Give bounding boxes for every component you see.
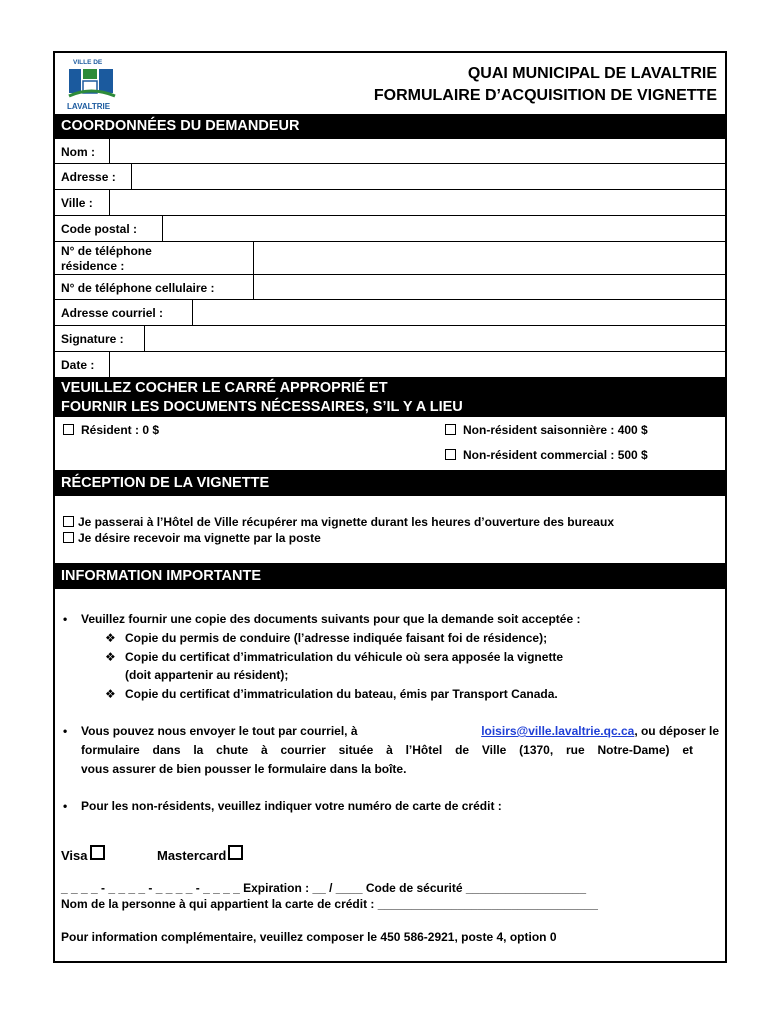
option-non-resident-seasonal[interactable]: Non-résident saisonnière : 400 $ <box>445 423 648 437</box>
info-bullet-2-line-3: vous assurer de bien pousser le formulaire dans la boîte. <box>81 762 407 776</box>
input-tel-residence[interactable] <box>254 242 725 274</box>
input-date[interactable] <box>110 352 725 377</box>
page-title <box>374 63 717 107</box>
info-bullet-2-line-1: Vous pouvez nous envoyer le tout par courriel, à loisirs@ville.lavaltrie.qc.ca, ou déposer le <box>81 724 719 738</box>
section-applicant-header: COORDONNÉES DU DEMANDEUR <box>55 114 725 139</box>
option-non-resident-commercial[interactable]: Non-résident commercial : 500 $ <box>445 448 648 462</box>
row-signature <box>55 326 725 352</box>
row-tel-cellulaire <box>55 275 725 300</box>
info-bullet-1: • Veuillez fournir une copie des documents suivants pour que la demande soit acceptée : <box>63 612 581 626</box>
row-nom <box>55 139 725 164</box>
label-courriel: Adresse courriel : <box>61 306 164 320</box>
label-nom: Nom : <box>61 145 95 159</box>
label-adresse: Adresse : <box>61 170 116 184</box>
label-tel-residence-1: N° de téléphone <box>61 244 152 258</box>
info-sub-2: ❖ Copie du certificat d’immatriculation du véhicule où sera apposée la vignette <box>105 650 564 664</box>
option-pickup[interactable]: Je passerai à l’Hôtel de Ville récupérer ma vignette durant les heures d’ouverture des bureaux <box>63 515 614 529</box>
option-mail[interactable]: Je désire recevoir ma vignette par la poste <box>63 531 321 545</box>
input-tel-cellulaire[interactable] <box>254 275 725 299</box>
info-bullet-2-line-2: formulaire dans la chute à courrier située à l’Hôtel de Ville (1370, rue Notre-Dame) et <box>81 743 693 757</box>
label-date: Date : <box>61 358 95 372</box>
label-code-postal: Code postal : <box>61 222 138 236</box>
logo-bottom-text: LAVALTRIE <box>67 102 111 111</box>
checkbox-mail[interactable] <box>63 532 74 543</box>
row-tel-residence <box>55 242 725 275</box>
input-nom[interactable] <box>110 139 725 163</box>
section-check-header: VEUILLEZ COCHER LE CARRÉ APPROPRIÉ ET FOURNIR LES DOCUMENTS NÉCESSAIRES, S’IL Y A LIEU <box>55 377 725 417</box>
option-mastercard[interactable]: Mastercard <box>157 845 243 863</box>
row-ville <box>55 190 725 216</box>
row-adresse <box>55 164 725 190</box>
city-logo <box>65 56 123 112</box>
checkbox-visa[interactable] <box>90 845 105 860</box>
row-courriel <box>55 300 725 326</box>
checkbox-pickup[interactable] <box>63 516 74 527</box>
logo-top-text: VILLE DE <box>73 59 103 66</box>
title-line-1: QUAI MUNICIPAL DE LAVALTRIE <box>467 65 717 82</box>
label-signature: Signature : <box>61 332 124 346</box>
card-number-line[interactable]: _ _ _ _ - _ _ _ _ - _ _ _ _ - _ _ _ _ Expiration : __ / ____ Code de sécurité __________________ <box>61 881 586 895</box>
row-date <box>55 352 725 377</box>
form-frame: VILLE DE LAVALTRIE QUAI MUNICIPAL DE LAVALTRIE FORMULAIRE D’ACQUISITION DE VIGNETTE COORDONNÉES DU DEMANDEUR Nom : Adresse : Ville : Code postal : N° de téléphone résidence : N° de téléphone cellulaire : Adresse courriel : Signature : Date : VEUILLEZ COCHER LE CARRÉ APPROPRIÉ ET FOURNIR LES DOCUMENTS NÉCESSAIRES, S’IL Y A LIEU Résident : 0 $ Non-résident saisonnière : 400 $ Non-résident commercial : 500 $ RÉCEPTION DE LA VIGNETTE Je passerai à l’Hôtel de Ville récupérer ma vignette durant les heures d’ouverture des bureaux Je désire recevoir ma vignette par la poste INFORMATION IMPORTANTE • Veuillez fournir une copie des documents suivants pour que la demande soit acceptée : ❖ Copie du permis de conduire (l’adresse indiquée faisant foi de résidence); ❖ Copie du certificat d’immatriculation du véhicule où sera apposée la vignette (doit appartenir au résident); ❖ Copie du certificat d’immatriculation du bateau, émis par Transport Canada. • Vous pouvez nous envoyer le tout par courriel, à loisirs@ville.lavaltrie.qc.ca, ou déposer le formulaire dans la chute à courrier située à l’Hôtel de Ville (1370, rue Notre-Dame) et vous assurer de bien pousser le formulaire dans la boîte. • Pour les non-résidents, veuillez indiquer votre numéro de carte de crédit : Visa Mastercard _ _ _ _ - _ _ _ _ - _ _ _ _ - _ _ _ _ Expiration : __ / ____ Code de sécurité __________________ Nom de la personne à qui appartient la carte de crédit : _________________________________ Pour information complémentaire, veuillez composer le 450 586-2921, poste 4, option 0 <box>53 51 727 963</box>
section-reception-header: RÉCEPTION DE LA VIGNETTE <box>55 470 725 496</box>
input-code-postal[interactable] <box>163 216 725 241</box>
checkbox-resident[interactable] <box>63 424 74 435</box>
option-visa[interactable]: Visa <box>61 845 105 863</box>
label-ville: Ville : <box>61 196 93 210</box>
info-bullet-3: • Pour les non-résidents, veuillez indiquer votre numéro de carte de crédit : <box>63 799 502 813</box>
title-line-2: FORMULAIRE D’ACQUISITION DE VIGNETTE <box>373 87 717 104</box>
checkbox-non-resident-commercial[interactable] <box>445 449 456 460</box>
input-courriel[interactable] <box>193 300 725 325</box>
info-sub-3: ❖ Copie du certificat d’immatriculation du bateau, émis par Transport Canada. <box>105 687 558 701</box>
label-tel-cellulaire: N° de téléphone cellulaire : <box>61 281 215 295</box>
input-signature[interactable] <box>145 326 725 351</box>
checkbox-non-resident-seasonal[interactable] <box>445 424 456 435</box>
email-link[interactable]: loisirs@ville.lavaltrie.qc.ca <box>481 724 635 738</box>
row-code-postal <box>55 216 725 242</box>
input-adresse[interactable] <box>132 164 725 189</box>
checkbox-mastercard[interactable] <box>228 845 243 860</box>
info-sub-2b: (doit appartenir au résident); <box>125 668 289 682</box>
section-info-header: INFORMATION IMPORTANTE <box>55 563 725 589</box>
info-sub-1: ❖ Copie du permis de conduire (l’adresse indiquée faisant foi de résidence); <box>105 631 548 645</box>
input-ville[interactable] <box>110 190 725 215</box>
cardholder-line[interactable]: Nom de la personne à qui appartient la carte de crédit : _________________________________ <box>61 897 598 911</box>
label-tel-residence-2: résidence : <box>61 259 125 273</box>
contact-info: Pour information complémentaire, veuillez composer le 450 586-2921, poste 4, option 0 <box>61 930 557 944</box>
option-resident[interactable]: Résident : 0 $ <box>63 423 159 437</box>
